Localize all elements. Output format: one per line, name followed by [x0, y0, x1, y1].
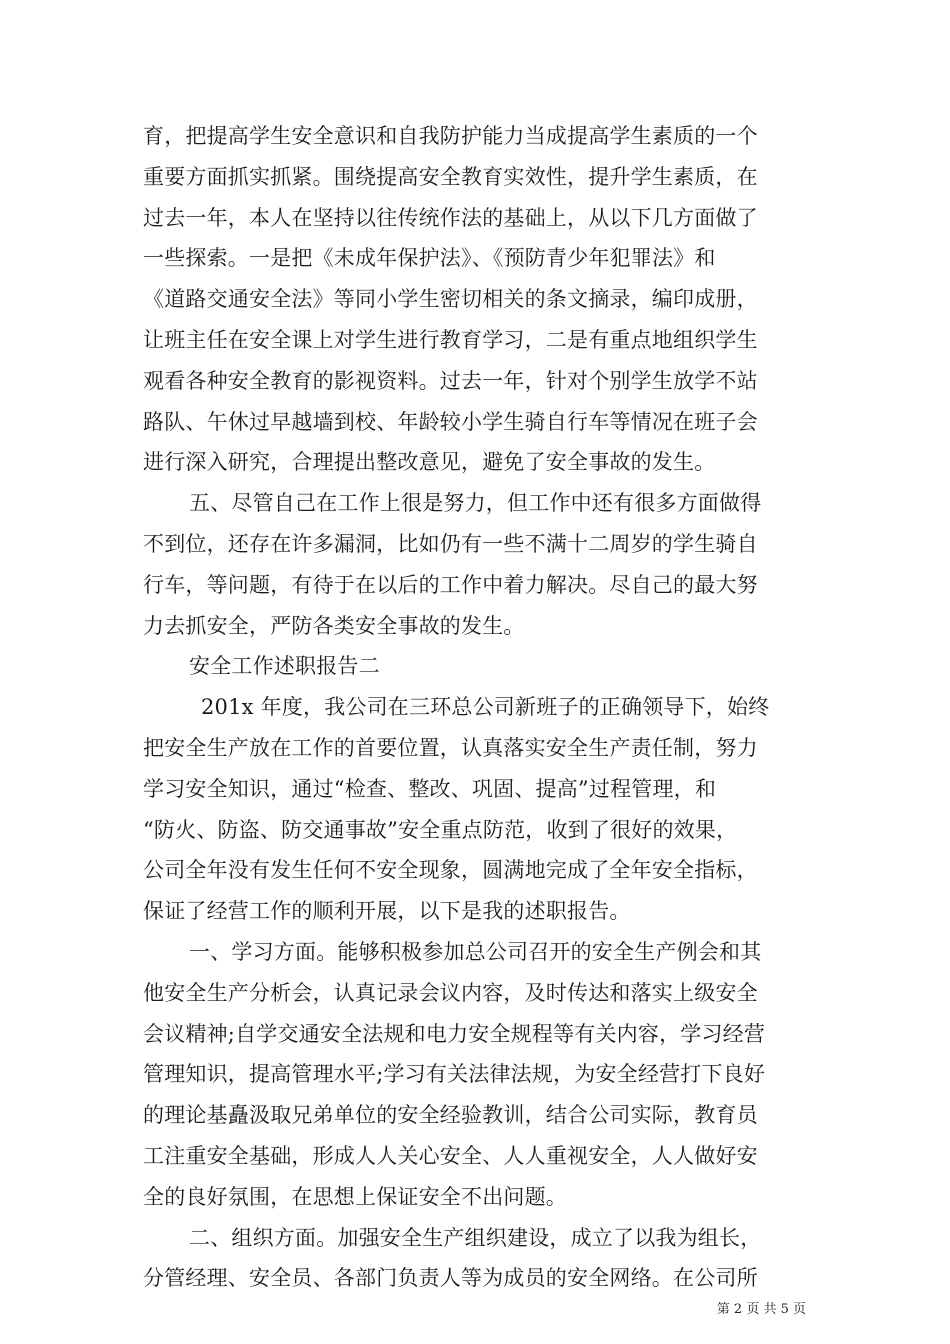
text-line: “防火、防盗、防交通事故”安全重点防范，收到了很好的效果，: [143, 817, 738, 842]
text-line: 保证了经营工作的顺利开展，以下是我的述职报告。: [143, 899, 631, 924]
text-line: 重要方面抓实抓紧。围绕提高安全教育实效性，提升学生素质，在: [143, 164, 758, 189]
text-line: 管理知识，提高管理水平;学习有关法律法规，为安全经营打下良好: [143, 1062, 766, 1087]
paragraph-start-line: 一、学习方面。能够积极参加总公司召开的安全生产例会和其: [189, 939, 762, 964]
text-line: 工注重安全基础，形成人人关心安全、人人重视安全，人人做好安: [143, 1143, 758, 1168]
text-line: 公司全年没有发生任何不安全现象，圆满地完成了全年安全指标，: [143, 858, 758, 883]
document-body: [143, 116, 811, 1299]
text-line: 把安全生产放在工作的首要位置，认真落实安全生产责任制，努力: [143, 735, 758, 760]
text-line: 行车，等问题，有待于在以后的工作中着力解决。尽自己的最大努: [143, 572, 758, 597]
text-line: 他安全生产分析会，认真记录会议内容，及时传达和落实上级安全: [143, 980, 758, 1005]
text-line: 力去抓安全，严防各类安全事故的发生。: [143, 613, 525, 638]
text-line: 进行深入研究，合理提出整改意见，避免了安全事故的发生。: [143, 450, 716, 475]
page-number-footer: 第 2 页 共 5 页: [716, 1302, 806, 1317]
text-line: 一些探索。一是把《未成年保护法》、《预防青少年犯罪法》和: [143, 246, 716, 271]
text-line: 路队、午休过早越墙到校、年龄较小学生骑自行车等情况在班子会: [143, 409, 758, 434]
text-line: 全的良好氛围，在思想上保证安全不出问题。: [143, 1184, 567, 1209]
text-line: 观看各种安全教育的影视资料。过去一年，针对个别学生放学不站: [143, 368, 758, 393]
text-line: 《道路交通安全法》等同小学生密切相关的条文摘录，编印成册，: [143, 287, 758, 312]
text-line: 会议精神;自学交通安全法规和电力安全规程等有关内容，学习经营: [143, 1021, 766, 1046]
text-line: 让班主任在安全课上对学生进行教育学习，二是有重点地组织学生: [143, 327, 758, 352]
text-line: 育，把提高学生安全意识和自我防护能力当成提高学生素质的一个: [143, 124, 758, 148]
paragraph-start-line: 二、组织方面。加强安全生产组织建设，成立了以我为组长，: [189, 1225, 762, 1250]
text-line: 学习安全知识，通过“检查、整改、巩固、提高”过程管理，和: [143, 776, 717, 801]
section-heading: 安全工作述职报告二: [189, 654, 380, 679]
paragraph-start-line: 五、尽管自己在工作上很是努力，但工作中还有很多方面做得: [189, 491, 762, 516]
text-line: 过去一年，本人在坚持以往传统作法的基础上，从以下几方面做了: [143, 205, 758, 230]
text-line: 的理论基矗汲取兄弟单位的安全经验教训，结合公司实际，教育员: [143, 1103, 758, 1128]
text-line: 分管经理、安全员、各部门负责人等为成员的安全网络。在公司所: [143, 1266, 758, 1291]
text-line: 不到位，还存在许多漏洞，比如仍有一些不满十二周岁的学生骑自: [143, 531, 758, 556]
paragraph-start-line: 201x 年度，我公司在三环总公司新班子的正确领导下，始终: [201, 695, 770, 720]
